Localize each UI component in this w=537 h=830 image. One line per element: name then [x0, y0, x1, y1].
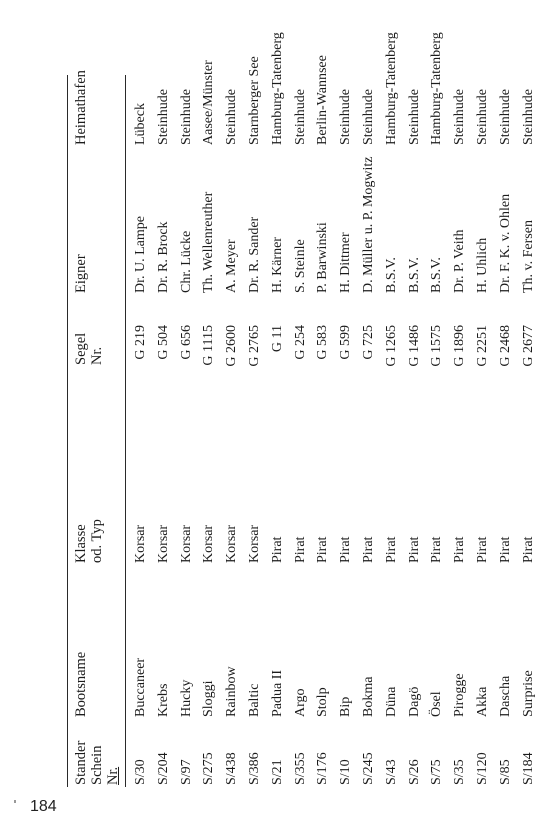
cell-hafen: Steinhude — [155, 89, 171, 145]
cell-segel: G 219 — [133, 325, 148, 360]
cell-eigner: Dr. R. Brock — [155, 221, 171, 293]
cell-schein: S/438 — [224, 752, 240, 785]
header-stander-line1: Stander — [73, 740, 89, 785]
cell-hafen: Steinhude — [178, 89, 194, 145]
cell-klasse: Korsar — [178, 524, 194, 563]
cell-schein: S/204 — [155, 752, 171, 785]
cell-name: Krebs — [155, 683, 171, 717]
cell-schein: S/26 — [406, 759, 422, 785]
cell-segel: G 599 — [338, 325, 354, 360]
cell-hafen: Berlin-Wannsee — [315, 55, 331, 145]
cell-eigner: S. Steinle — [292, 239, 308, 293]
cell-segel: G 254 — [292, 325, 308, 360]
cell-segel: G 1486 — [406, 325, 422, 367]
cell-segel: G 583 — [315, 325, 331, 360]
cell-hafen: Steinhude — [406, 89, 422, 145]
cell-hafen: Steinhude — [452, 89, 468, 145]
scan-speck — [14, 800, 16, 803]
cell-hafen: Steinhude — [520, 89, 536, 145]
cell-segel: G 1115 — [201, 325, 217, 366]
cell-name: Baltic — [247, 683, 262, 717]
cell-hafen: Steinhude — [475, 89, 490, 145]
cell-segel: G 725 — [361, 325, 376, 360]
header-rule — [125, 75, 126, 787]
cell-schein: S/75 — [429, 759, 445, 785]
cell-schein: S/35 — [452, 759, 468, 785]
cell-klasse: Pirat — [475, 536, 490, 563]
cell-segel: G 1265 — [383, 325, 399, 367]
header-segel-line1: Segel — [73, 332, 89, 365]
cell-name: Pirogge — [452, 673, 468, 717]
cell-name: Hucky — [178, 679, 194, 717]
header-stander-line2: Schein — [89, 745, 105, 785]
cell-klasse: Korsar — [133, 524, 148, 563]
cell-name: Düna — [383, 686, 399, 717]
header-eigner: Eigner — [73, 254, 89, 293]
cell-eigner: Dr. P. Veith — [452, 229, 468, 293]
cell-eigner: H. Dittmer — [338, 232, 354, 293]
cell-schein: S/43 — [383, 759, 399, 785]
cell-hafen: Aasee/Münster — [201, 60, 217, 145]
cell-eigner: H. Kärner — [269, 237, 285, 293]
cell-segel: G 2251 — [475, 325, 490, 367]
header-klasse-line1: Klasse — [73, 524, 89, 563]
cell-segel: G 2600 — [224, 325, 240, 367]
cell-schein: S/97 — [178, 759, 194, 785]
cell-name: Dascha — [497, 675, 513, 717]
cell-klasse: Pirat — [429, 536, 445, 563]
cell-eigner: Chr. Lücke — [178, 230, 194, 293]
header-klasse-line2: od. Typ — [89, 519, 105, 563]
cell-schein: S/120 — [475, 752, 490, 785]
cell-klasse: Pirat — [292, 536, 308, 563]
cell-name: Stolp — [315, 687, 331, 717]
cell-name: Bip — [338, 696, 354, 717]
cell-eigner: P. Barwinski — [315, 222, 331, 293]
cell-hafen: Steinhude — [361, 89, 376, 145]
cell-klasse: Pirat — [383, 536, 399, 563]
cell-hafen: Starnberger See — [247, 56, 262, 145]
cell-segel: G 656 — [178, 325, 194, 360]
cell-schein: S/184 — [520, 752, 536, 785]
cell-klasse: Korsar — [201, 524, 217, 563]
cell-schein: S/355 — [292, 752, 308, 785]
cell-segel: G 2677 — [520, 325, 536, 367]
cell-eigner: Th. v. Fersen — [520, 220, 536, 293]
cell-hafen: Hamburg-Tatenberg — [429, 32, 445, 145]
cell-name: Sloggi — [201, 680, 217, 717]
cell-schein: S/30 — [133, 759, 148, 785]
cell-schein: S/275 — [201, 752, 217, 785]
cell-segel: G 2468 — [497, 325, 513, 367]
cell-eigner: D. Müller u. P. Mogwitz — [361, 156, 376, 293]
header-segel-line2: Nr. — [89, 346, 105, 365]
cell-klasse: Korsar — [247, 524, 262, 563]
cell-schein: S/21 — [269, 759, 285, 785]
cell-klasse: Pirat — [452, 536, 468, 563]
header-heimathafen: Heimathafen — [73, 70, 89, 145]
cell-hafen: Hamburg-Tatenberg — [383, 32, 399, 145]
cell-schein: S/85 — [497, 759, 513, 785]
cell-klasse: Pirat — [406, 536, 422, 563]
cell-eigner: B.S.V. — [406, 257, 422, 293]
cell-hafen: Steinhude — [497, 89, 513, 145]
cell-segel: G 11 — [269, 325, 285, 353]
cell-schein: S/245 — [361, 752, 376, 785]
cell-hafen: Lübeck — [133, 103, 148, 145]
cell-klasse: Pirat — [269, 536, 285, 563]
cell-hafen: Steinhude — [292, 89, 308, 145]
cell-name: Argo — [292, 688, 308, 717]
cell-name: Ösel — [429, 691, 445, 717]
cell-name: Padua II — [269, 669, 285, 717]
cell-segel: G 2765 — [247, 325, 262, 367]
cell-name: Surprise — [520, 670, 536, 717]
cell-hafen: Steinhude — [224, 89, 240, 145]
cell-eigner: B.S.V. — [429, 257, 445, 293]
cell-klasse: Pirat — [338, 536, 354, 563]
cell-name: Buccaneer — [133, 657, 148, 717]
cell-klasse: Korsar — [155, 524, 171, 563]
cell-schein: S/176 — [315, 752, 331, 785]
cell-name: Bokma — [361, 676, 376, 717]
cell-segel: G 504 — [155, 325, 171, 360]
cell-eigner: A. Meyer — [224, 239, 240, 293]
cell-eigner: Dr. R. Sander — [247, 216, 262, 293]
header-stander-line3: Nr. — [105, 766, 121, 785]
cell-eigner: Th. Wellenreuther — [201, 191, 217, 293]
cell-segel: G 1896 — [452, 325, 468, 367]
page-number: 184 — [30, 798, 57, 815]
cell-klasse: Pirat — [361, 536, 376, 563]
cell-klasse: Pirat — [520, 536, 536, 563]
cell-eigner: Dr. U. Lampe — [133, 216, 148, 293]
cell-schein: S/10 — [338, 759, 354, 785]
cell-hafen: Steinhude — [338, 89, 354, 145]
cell-name: Dagö — [406, 686, 422, 717]
cell-klasse: Pirat — [497, 536, 513, 563]
cell-segel: G 1575 — [429, 325, 445, 367]
cell-klasse: Korsar — [224, 524, 240, 563]
cell-klasse: Pirat — [315, 536, 331, 563]
cell-name: Rainbow — [224, 666, 240, 717]
cell-name: Akka — [475, 686, 490, 717]
cell-eigner: H. Uhlich — [475, 237, 490, 293]
rotated-table — [63, 32, 536, 793]
cell-eigner: Dr. F. K. v. Ohlen — [497, 193, 513, 293]
cell-eigner: B.S.V. — [383, 257, 399, 293]
table-top-rule — [67, 75, 68, 787]
cell-hafen: Hamburg-Tatenberg — [269, 32, 285, 145]
header-bootsname: Bootsname — [73, 651, 89, 717]
cell-schein: S/386 — [247, 752, 262, 785]
